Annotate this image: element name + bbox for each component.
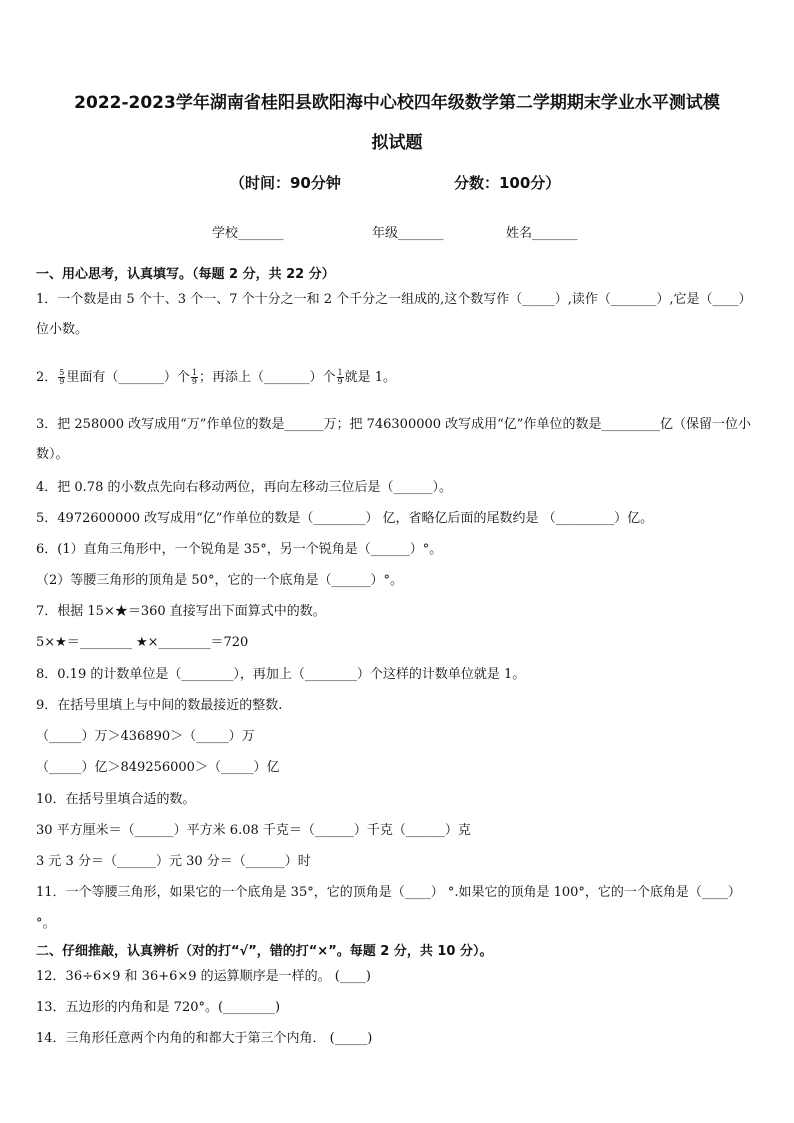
- question-12: 12．36÷6×9 和 36+6×9 的运算顺序是一样的。 (____): [36, 969, 371, 984]
- question-9-line-1: （_____）万＞436890＞（_____）万: [36, 729, 255, 744]
- fraction-5-9: [58, 369, 65, 386]
- question-9-line-2: （_____）亿＞849256000＞（_____）亿: [36, 760, 280, 775]
- exam-time: （时间：90分钟: [230, 174, 341, 192]
- question-6-part-1: 6．(1）直角三角形中，一个锐角是 35°，另一个锐角是（______）°。: [36, 542, 443, 557]
- question-1: 1．一个数是由 5 个十、3 个一、7 个十分之一和 2 个千分之一组成的,这个数写作（_____）,读作（_______）,它是（____）位小数。: [36, 292, 752, 337]
- fraction-1-9: [337, 369, 344, 386]
- name-field[interactable]: 姓名_______: [506, 226, 578, 241]
- question-6-part-2: （2）等腰三角形的顶角是 50°，它的一个底角是（______）°。: [36, 573, 403, 588]
- question-10-line-2: 3 元 3 分＝（______）元 30 分＝（______）时: [36, 854, 311, 869]
- question-14: 14．三角形任意两个内角的和都大于第三个内角． (_____): [36, 1031, 373, 1046]
- question-2: [36, 362, 760, 393]
- fraction-numerator: 1: [191, 368, 197, 377]
- question-4: 4．把 0.78 的小数点先向右移动两位，再向左移动三位后是（______）。: [36, 480, 452, 495]
- fraction-denominator: 9: [191, 377, 197, 386]
- fraction-denominator: 9: [337, 377, 343, 386]
- q2-suffix: 就是 1。: [344, 370, 396, 385]
- fraction-1-9: [191, 369, 198, 386]
- question-9: 9．在括号里填上与中间的数最接近的整数.: [36, 698, 283, 713]
- question-10-line-1: 30 平方厘米＝（______）平方米 6.08 千克＝（______）千克（______）克: [36, 823, 471, 838]
- question-5: 5．4972600000 改写成用“亿”作单位的数是（________） 亿，省略亿后面的尾数约是 （_________）亿。: [36, 511, 654, 526]
- section-1-heading: 一、用心思考，认真填写。（每题 2 分，共 22 分）: [36, 267, 335, 282]
- section-2-heading: 二、仔细推敲，认真辨析（对的打“√”，错的打“×”。每题 2 分，共 10 分）。: [36, 944, 493, 959]
- question-7-blanks: 5×★＝________ ★×________＝720: [36, 635, 249, 650]
- grade-field[interactable]: 年级_______: [372, 226, 444, 241]
- q2-mid1: 里面有（_______）个: [66, 370, 190, 385]
- fraction-denominator: 9: [59, 377, 65, 386]
- question-11: 11．一个等腰三角形，如果它的一个底角是 35°，它的顶角是（____） °.如果它的顶角是 100°，它的一个底角是（____） °。: [36, 885, 741, 931]
- exam-title-line1: 2022-2023学年湖南省桂阳县欧阳海中心校四年级数学第二学期期末学业水平测试模: [74, 93, 720, 113]
- question-7: 7．根据 15×★＝360 直接写出下面算式中的数。: [36, 604, 326, 619]
- question-8: 8．0.19 的计数单位是（________），再加上（________）个这样的计数单位就是 1。: [36, 667, 526, 682]
- fraction-numerator: 5: [59, 368, 65, 377]
- school-field[interactable]: 学校_______: [212, 226, 284, 241]
- question-3: 3．把 258000 改写成用“万”作单位的数是______万；把 746300000 改写成用“亿”作单位的数是_________亿（保留一位小数）。: [36, 417, 751, 462]
- q2-mid2: ；再添上（_______）个: [198, 370, 336, 385]
- question-13: 13．五边形的内角和是 720°。(________): [36, 1000, 281, 1015]
- question-10: 10．在括号里填合适的数。: [36, 792, 196, 807]
- exam-title-line2: 拟试题: [371, 133, 423, 153]
- q2-prefix: 2．: [36, 370, 58, 385]
- exam-score: 分数：100分）: [454, 174, 561, 192]
- fraction-numerator: 1: [337, 368, 343, 377]
